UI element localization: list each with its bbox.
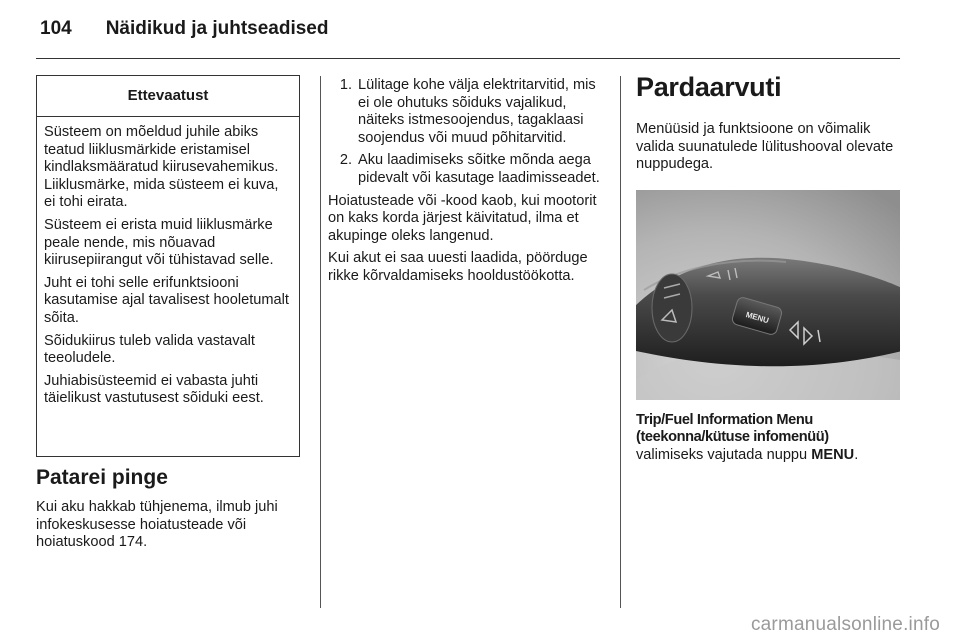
caution-paragraph: Süsteem ei erista muid liiklusmärke peale nende, mis nõuavad kiirusepiirangut või tühistavad selle.: [44, 216, 274, 269]
menu-caption-text: [636, 447, 902, 465]
caution-box: [36, 75, 300, 457]
caution-title: Ettevaatust: [37, 76, 299, 117]
step-text: Lülitage kohe välja elektritarvitid, mis ei ole ohutuks sõiduks vajalikud, näiteks istmesoojendus, tagaklaasi soojendus või muud põhitarvitid.: [358, 77, 596, 146]
page-header: [40, 18, 328, 48]
caution-body: [37, 117, 299, 408]
menu-button-name: MENU: [811, 446, 855, 463]
menu-caption: [636, 412, 902, 465]
column-divider-2: [620, 76, 621, 608]
menu-caption-suffix: .: [854, 446, 859, 463]
service-text: Kui akut ei saa uuesti laadida, pöörduge rikke kõrvaldamiseks hooldustöökotta.: [328, 250, 588, 284]
column-divider-1: [320, 76, 321, 608]
caution-paragraph: Juht ei tohi selle erifunktsiooni kasutamise ajal tavalisest hooletumalt sõita.: [44, 274, 289, 326]
battery-text: Kui aku hakkab tühjenema, ilmub juhi infokeskusesse hoiatusteade või hoiatuskood 174.: [36, 499, 278, 551]
list-item: [328, 77, 606, 147]
caution-paragraph: Süsteem on mõeldud juhile abiks teatud liiklusmärkide eristamisel kindlaksmääratud kiirusevahemikus. Liiklusmärke, mida süsteem ei kuva, ei tohi eirata.: [44, 124, 279, 211]
column-3: [636, 72, 902, 465]
caution-paragraph: Juhiabisüsteemid ei vabasta juhti täielikust vastutusest sõiduki eest.: [44, 372, 264, 407]
header-rule: [36, 58, 900, 59]
step-text: Aku laadimiseks sõitke mõnda aega pidevalt või kasutage laadimisseadet.: [358, 152, 600, 186]
step-number: 2.: [339, 152, 352, 169]
trip-computer-intro: Menüüsid ja funktsioone on võimalik valida suunatulede lülitushooval olevate nuppudega.: [636, 121, 894, 173]
menu-caption-title: Trip/Fuel Information Menu (teekonna/kütuse infomenüü): [636, 411, 829, 446]
page-number: 104: [40, 18, 72, 39]
menu-caption-prefix: valimiseks vajutada nuppu: [636, 446, 812, 463]
warning-clear-text: Hoiatusteade või -kood kaob, kui mootorit on kaks korda järjest käivitatud, ilma et akupinge oleks langenud.: [328, 192, 597, 244]
watermark: carmanualsonline.info: [750, 614, 940, 635]
step-list: [328, 77, 606, 188]
step-number: 1.: [339, 77, 352, 93]
chapter-title: Näidikud ja juhtseadised: [105, 18, 329, 39]
menu-button-label: MENU: [744, 309, 770, 326]
list-item: [328, 152, 606, 187]
trip-computer-heading: Pardaarvuti: [636, 72, 782, 102]
turn-signal-lever-photo: [636, 190, 900, 400]
caution-paragraph: Sõidukiirus tuleb valida vastavalt teeoludele.: [44, 332, 255, 367]
column-2: [328, 77, 606, 291]
battery-heading: Patarei pinge: [36, 466, 168, 489]
